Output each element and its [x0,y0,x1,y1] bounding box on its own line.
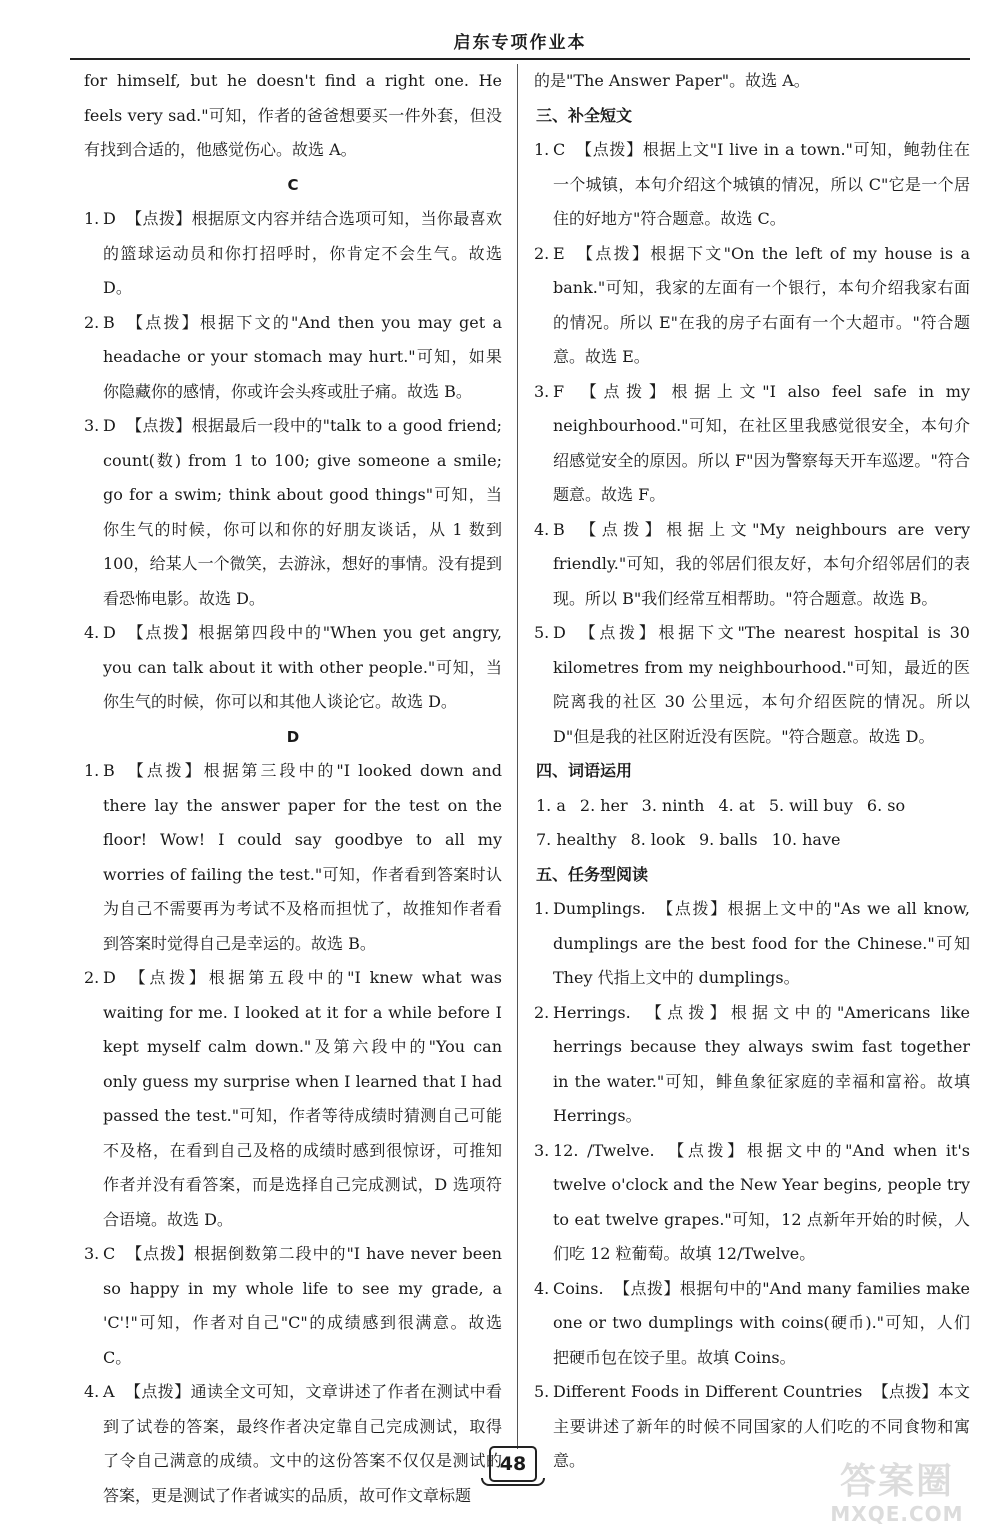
section-5-item [534,1134,970,1272]
item-number: 3. [534,1140,550,1160]
item-number: 1. [534,899,550,918]
item-answer: 12. /Twelve. [553,1140,655,1160]
watermark-logo [802,1462,992,1528]
item-number: 3. [84,1244,100,1263]
item-explanation: 【点拨】根据文中的"And when it's twelve o'clock and the New Year begins, people try to eat twelve grapes."可知，12 点新年开始的时候，人们吃 12 粒葡萄。故填 12/Twelve。 [553,1140,970,1263]
item-number: 1. [84,761,100,780]
section-d-item [84,754,502,961]
item-number: 1. [84,209,100,228]
word-answers-row [536,823,970,858]
item-explanation: 【点拨】根据下文"On the left of my house is a bank."可知，我家的左面有一个银行，本句介绍我家右面的情况。所以 E"在我的房子右面有一个大超市。"符合题意。故选 E。 [553,243,970,366]
item-explanation: 【点拨】根据上文中的"As we all know, dumplings are the best food for the Chinese."可知 They 代指上文中的 dumplings。 [553,899,970,987]
item-number: 4. [534,519,550,539]
item-number: 2. [84,312,100,332]
item-explanation: 【点拨】根据上文"My neighbours are very friendly."可知，我的邻居们很友好，本句介绍邻居们的表现。所以 B"我们经常互相帮助。"符合题意。故选 B。 [553,519,970,608]
item-answer: B [103,312,115,332]
item-answer: C [553,140,566,159]
section-5-item [534,1272,970,1376]
section-c-item [84,202,502,306]
item-explanation: 【点拨】根据下文"The nearest hospital is 30 kilometres from my neighbourhood."可知，最近的医院离我的社区 30 公里远，本句介绍医院的情况。所以 D"但是我的社区附近没有医院。"符合题意。故选 D。 [553,623,970,746]
item-explanation: 【点拨】根据上文"I also feel safe in my neighbourhood."可知，在社区里我感觉很安全，本句介绍感觉安全的原因。所以 F"因为警察每天开车巡逻。"符合题意。故选 F。 [553,381,970,504]
item-answer: E [553,243,565,263]
word-answer: 7. healthy [536,830,617,849]
section-d-item [84,1237,502,1375]
item-number: 2. [84,968,100,987]
section-4-heading: 四、词语运用 [536,761,633,780]
section-5-heading: 五、任务型阅读 [536,864,649,884]
item-explanation: 【点拨】根据上文"I live in a town."可知，鲍勃住在一个城镇，本句介绍这个城镇的情况，所以 C"它是一个居住的好地方"符合题意。故选 C。 [553,140,970,228]
item-explanation: 【点拨】通读全文可知，文章讲述了作者在测试中看到了试卷的答案，最终作者决定靠自己完成测试，取得了令自己满意的成绩。文中的这份答案不仅仅是测试的答案，更是测试了作者诚实的品质，故可作文章标题 [103,1382,502,1505]
page-footer [477,1442,547,1486]
watermark-line-1: 答案圈 [839,1461,954,1502]
word-answer: 10. have [771,830,841,849]
item-answer: D [103,416,116,435]
section-3-item [534,513,970,617]
word-answer: 3. ninth [641,795,705,815]
section-c-item [84,306,502,410]
word-answer: 4. at [718,795,755,815]
word-answer: 8. look [630,830,685,849]
item-answer: D [553,623,566,642]
word-answers-row [536,789,970,824]
section-5-item [534,996,970,1134]
item-number: 5. [534,1382,550,1401]
right-column [534,64,970,1479]
item-answer: D [103,623,116,642]
section-3-item [534,133,970,237]
item-answer: D [103,968,116,987]
section-d-item [84,961,502,1237]
page-number: 48 [489,1446,537,1482]
section-c-item [84,409,502,616]
page-header-title: 启东专项作业本 [453,33,587,53]
section-c-item [84,616,502,720]
item-answer: D [103,209,116,228]
item-number: 3. [84,416,100,435]
item-explanation: 【点拨】根据句中的"And many families make one or two dumplings with coins(硬币)."可知，人们把硬币包在饺子里。故填 Coins。 [553,1278,970,1367]
item-answer: Different Foods in Different Countries [553,1382,863,1401]
item-number: 2. [534,1002,550,1022]
left-column [84,64,502,1513]
item-answer: B [103,761,115,780]
watermark-line-2: MXQE.COM [830,1502,964,1526]
book-icon [481,1478,545,1486]
word-answer: 6. so [866,795,906,815]
word-answer: 5. will buy [768,795,853,815]
item-number: 3. [534,381,550,401]
section-d-heading: D [286,727,300,746]
item-answer: Dumplings. [553,899,646,918]
item-answer: Coins. [553,1278,604,1298]
item-explanation: 【点拨】根据第四段中的"When you get angry, you can talk about it with other people."可知，当你生气的时候，你可以和其他人谈论它。故选 D。 [103,623,502,711]
section-3-item [534,616,970,754]
left-intro-text: for himself, but he doesn't find a right one. He feels very sad."可知，作者的爸爸想要买一件外套，但没有找到合适的，他感觉伤心。故选 A。 [84,71,502,159]
right-intro-text: 的是"The Answer Paper"。故选 A。 [534,71,810,90]
section-3-heading: 三、补全短文 [536,105,633,125]
item-answer: F [553,381,565,401]
section-3-item [534,375,970,513]
column-divider [517,64,518,1449]
item-answer: A [103,1382,115,1401]
section-d-item [84,1375,502,1513]
word-answer: 2. her [579,795,628,815]
item-explanation: 【点拨】根据第三段中的"I looked down and there lay the answer paper for the test on the floor! Wow! I could say goodbye to all my worries of failing the test."可知，作者看到答案时认为自己不需要再为考试不及格而担忧了，故推知作者看到答案时觉得自己是幸运的。故选 B。 [103,761,502,953]
item-explanation: 【点拨】根据下文的"And then you may get a headache or your stomach may hurt."可知，如果你隐藏你的感情，你或许会头疼或肚子痛。故选 B。 [103,312,502,401]
item-number: 5. [534,623,550,642]
item-number: 2. [534,243,550,263]
word-answer: 9. balls [699,830,758,849]
section-3-item [534,237,970,375]
section-5-item [534,892,970,996]
item-explanation: 【点拨】根据文中的"Americans like herrings because they always swim fast together in the water."可知，鲱鱼象征家庭的幸福和富裕。故填 Herrings。 [553,1002,970,1125]
item-explanation: 【点拨】本文主要讲述了新年的时候不同国家的人们吃的不同食物和寓意。 [553,1382,970,1470]
item-answer: C [103,1244,116,1263]
item-answer: Herrings. [553,1002,631,1022]
word-answers [534,789,970,858]
item-number: 1. [534,140,550,159]
word-answer: 1. a [536,795,566,815]
header-rule [70,58,970,60]
item-explanation: 【点拨】根据倒数第二段中的"I have never been so happy in my whole life to see my grade, a 'C'!"可知，作者对自己"C"的成绩感到很满意。故选 C。 [103,1244,502,1367]
item-number: 4. [534,1278,550,1298]
item-explanation: 【点拨】根据原文内容并结合选项可知，当你最喜欢的篮球运动员和你打招呼时，你肯定不会生气。故选 D。 [103,209,502,297]
section-c-heading: C [287,175,299,194]
item-explanation: 【点拨】根据第五段中的"I knew what was waiting for me. I looked at it for a while before I kept myself calm down."及第六段中的"You can only guess my surprise when I learned that I had passed the test."可知，作者等待成绩时猜测自己可能不及格，在看到自己及格的成绩时感到很惊讶，可推知作者并没有看答案，而是选择自己完成测试，D 选项符合语境。故选 D。 [103,968,502,1229]
item-number: 4. [84,623,100,642]
item-explanation: 【点拨】根据最后一段中的"talk to a good friend; count(数) from 1 to 100; give someone a smile; go for a swim; think about good things"可知，当你生气的时候，你可以和你的好朋友谈话，从 1 数到 100，给某人一个微笑，去游泳，想好的事情。没有提到看恐怖电影。故选 D。 [103,416,502,608]
item-answer: B [553,519,565,539]
item-number: 4. [84,1382,100,1401]
